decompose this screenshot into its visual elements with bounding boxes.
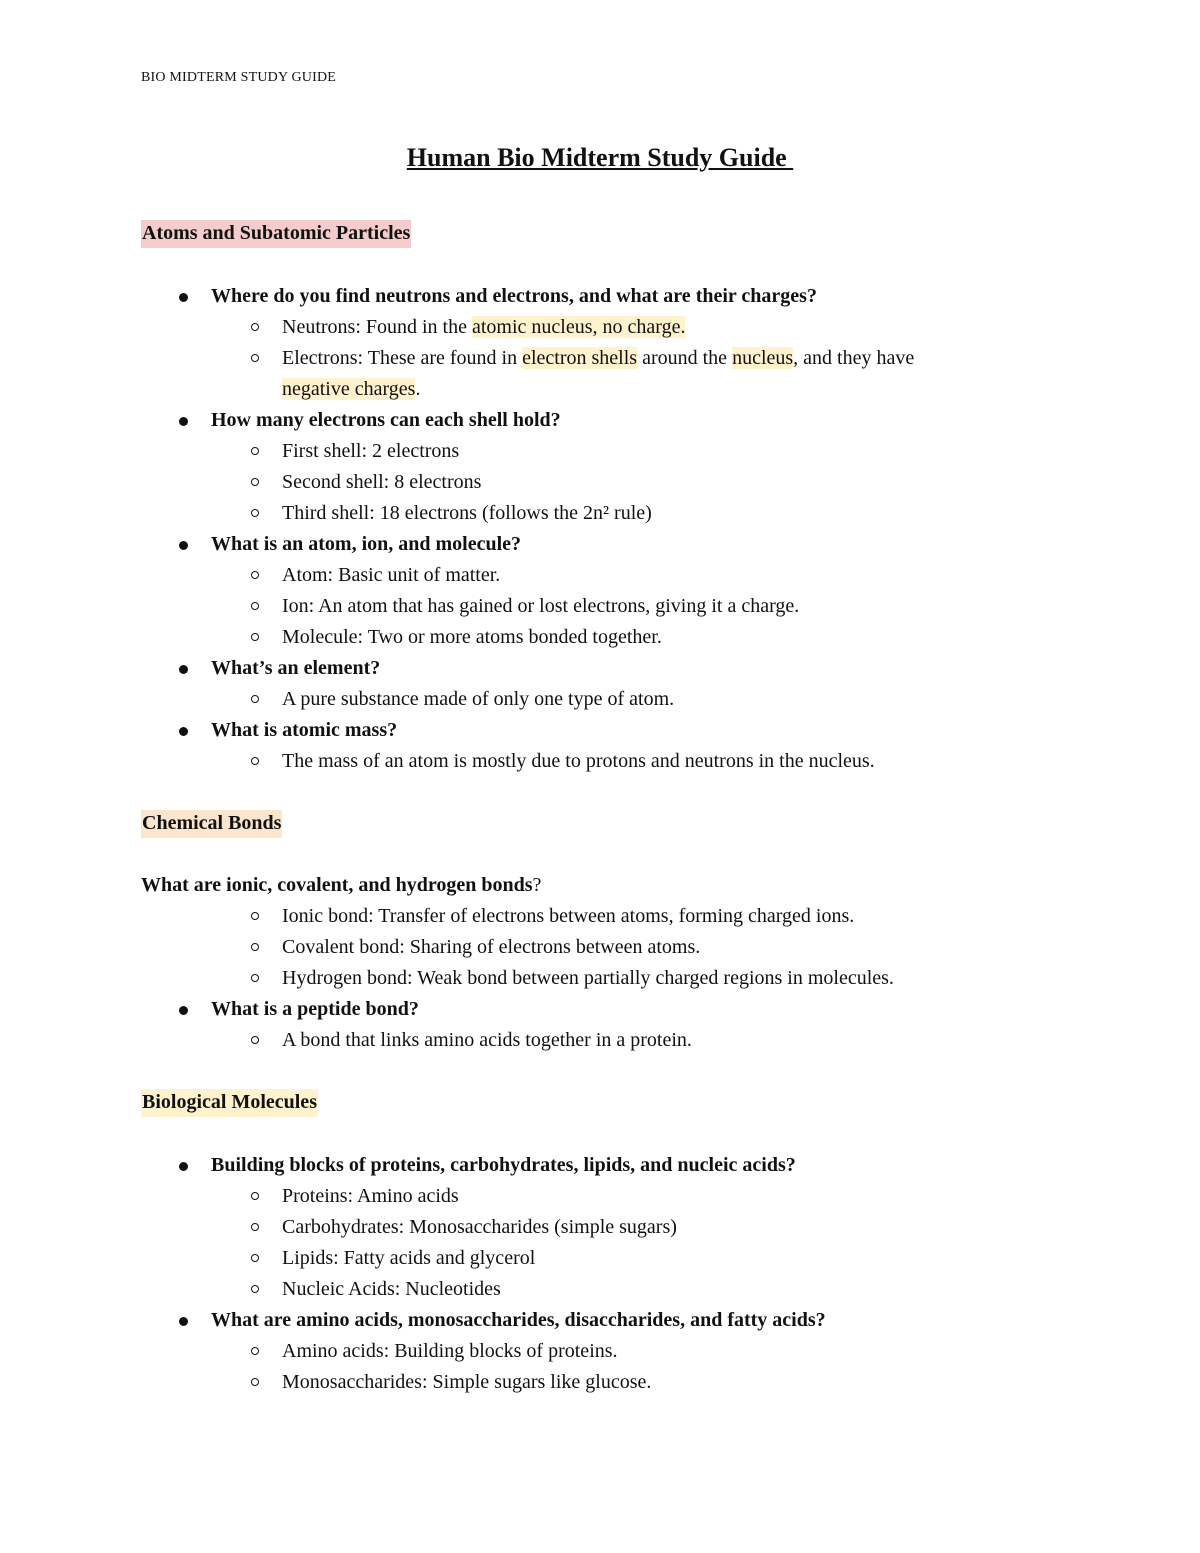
question: How many electrons can each shell hold? — [211, 409, 561, 431]
section-heading-atoms — [141, 218, 411, 249]
bullet-icon — [179, 541, 188, 550]
highlighted-text: negative charges — [282, 378, 416, 400]
section-heading-bonds — [141, 808, 282, 839]
question: Building blocks of proteins, carbohydrates, lipids, and nucleic acids? — [211, 1154, 796, 1176]
highlighted-text: nucleus — [732, 347, 794, 369]
section-heading-atoms-text: Atoms and Subatomic Particles — [141, 220, 411, 248]
hollow-bullet-icon — [251, 1378, 259, 1386]
hollow-bullet-icon — [251, 1036, 259, 1044]
hollow-bullet-icon — [251, 1223, 259, 1231]
highlighted-text: electron shells — [522, 347, 638, 369]
bullet-icon — [179, 1162, 188, 1171]
hollow-bullet-icon — [251, 509, 259, 517]
answer: Amino acids: Building blocks of proteins. — [282, 1340, 618, 1362]
hollow-bullet-icon — [251, 478, 259, 486]
bullet-icon — [179, 1317, 188, 1326]
answer: A pure substance made of only one type of atom. — [282, 688, 675, 710]
answer: Atom: Basic unit of matter. — [282, 564, 501, 586]
answer: Third shell: 18 electrons (follows the 2n² rule) — [282, 502, 652, 524]
answer: Second shell: 8 electrons — [282, 471, 482, 493]
hollow-bullet-icon — [251, 757, 259, 765]
question: What is atomic mass? — [211, 719, 398, 741]
hollow-bullet-icon — [251, 1285, 259, 1293]
section-heading-molecules-text: Biological Molecules — [141, 1089, 318, 1117]
question: What is a peptide bond? — [211, 998, 419, 1020]
hollow-bullet-icon — [251, 1254, 259, 1262]
answer: Monosaccharides: Simple sugars like glucose. — [282, 1371, 652, 1393]
answer — [282, 312, 685, 343]
answer: Covalent bond: Sharing of electrons between atoms. — [282, 936, 701, 958]
document-title: Human Bio Midterm Study Guide — [406, 143, 794, 172]
hollow-bullet-icon — [251, 354, 259, 362]
answer: First shell: 2 electrons — [282, 440, 460, 462]
question: Where do you find neutrons and electrons, and what are their charges? — [211, 285, 817, 307]
answer: Carbohydrates: Monosaccharides (simple sugars) — [282, 1216, 677, 1238]
bullet-icon — [179, 293, 188, 302]
bullet-icon — [179, 727, 188, 736]
bullet-icon — [179, 1006, 188, 1015]
question: What are amino acids, monosaccharides, disaccharides, and fatty acids? — [211, 1309, 826, 1331]
answer: Nucleic Acids: Nucleotides — [282, 1278, 501, 1300]
bullet-icon — [179, 665, 188, 674]
answer: Hydrogen bond: Weak bond between partially charged regions in molecules. — [282, 967, 894, 989]
bullet-icon — [179, 417, 188, 426]
answer-text: Neutrons: Found in the — [282, 316, 472, 338]
hollow-bullet-icon — [251, 1347, 259, 1355]
hollow-bullet-icon — [251, 323, 259, 331]
question: What is an atom, ion, and molecule? — [211, 533, 522, 555]
hollow-bullet-icon — [251, 974, 259, 982]
page-header: BIO MIDTERM STUDY GUIDE — [141, 70, 337, 85]
answer-text: . — [415, 378, 421, 400]
answer: The mass of an atom is mostly due to protons and neutrons in the nucleus. — [282, 750, 875, 772]
hollow-bullet-icon — [251, 912, 259, 920]
answer: Proteins: Amino acids — [282, 1185, 459, 1207]
answer — [282, 343, 914, 374]
answer-continuation — [282, 374, 420, 405]
answer-text: Electrons: These are found in — [282, 347, 523, 369]
hollow-bullet-icon — [251, 633, 259, 641]
answer-text: around the — [637, 347, 733, 369]
answer: Ionic bond: Transfer of electrons between atoms, forming charged ions. — [282, 905, 855, 927]
answer: Ion: An atom that has gained or lost electrons, giving it a charge. — [282, 595, 800, 617]
hollow-bullet-icon — [251, 602, 259, 610]
answer: A bond that links amino acids together in a protein. — [282, 1029, 692, 1051]
hollow-bullet-icon — [251, 943, 259, 951]
answer-text: , and they have — [793, 347, 915, 369]
hollow-bullet-icon — [251, 695, 259, 703]
question-mark: ? — [532, 874, 542, 896]
answer: Lipids: Fatty acids and glycerol — [282, 1247, 536, 1269]
question — [141, 870, 541, 901]
hollow-bullet-icon — [251, 571, 259, 579]
answer: Molecule: Two or more atoms bonded together. — [282, 626, 662, 648]
hollow-bullet-icon — [251, 447, 259, 455]
hollow-bullet-icon — [251, 1192, 259, 1200]
highlighted-text: atomic nucleus, no charge. — [472, 316, 686, 338]
question-text: What are ionic, covalent, and hydrogen bonds — [141, 874, 533, 896]
section-heading-molecules — [141, 1087, 318, 1118]
question: What’s an element? — [211, 657, 381, 679]
section-heading-bonds-text: Chemical Bonds — [141, 810, 282, 838]
